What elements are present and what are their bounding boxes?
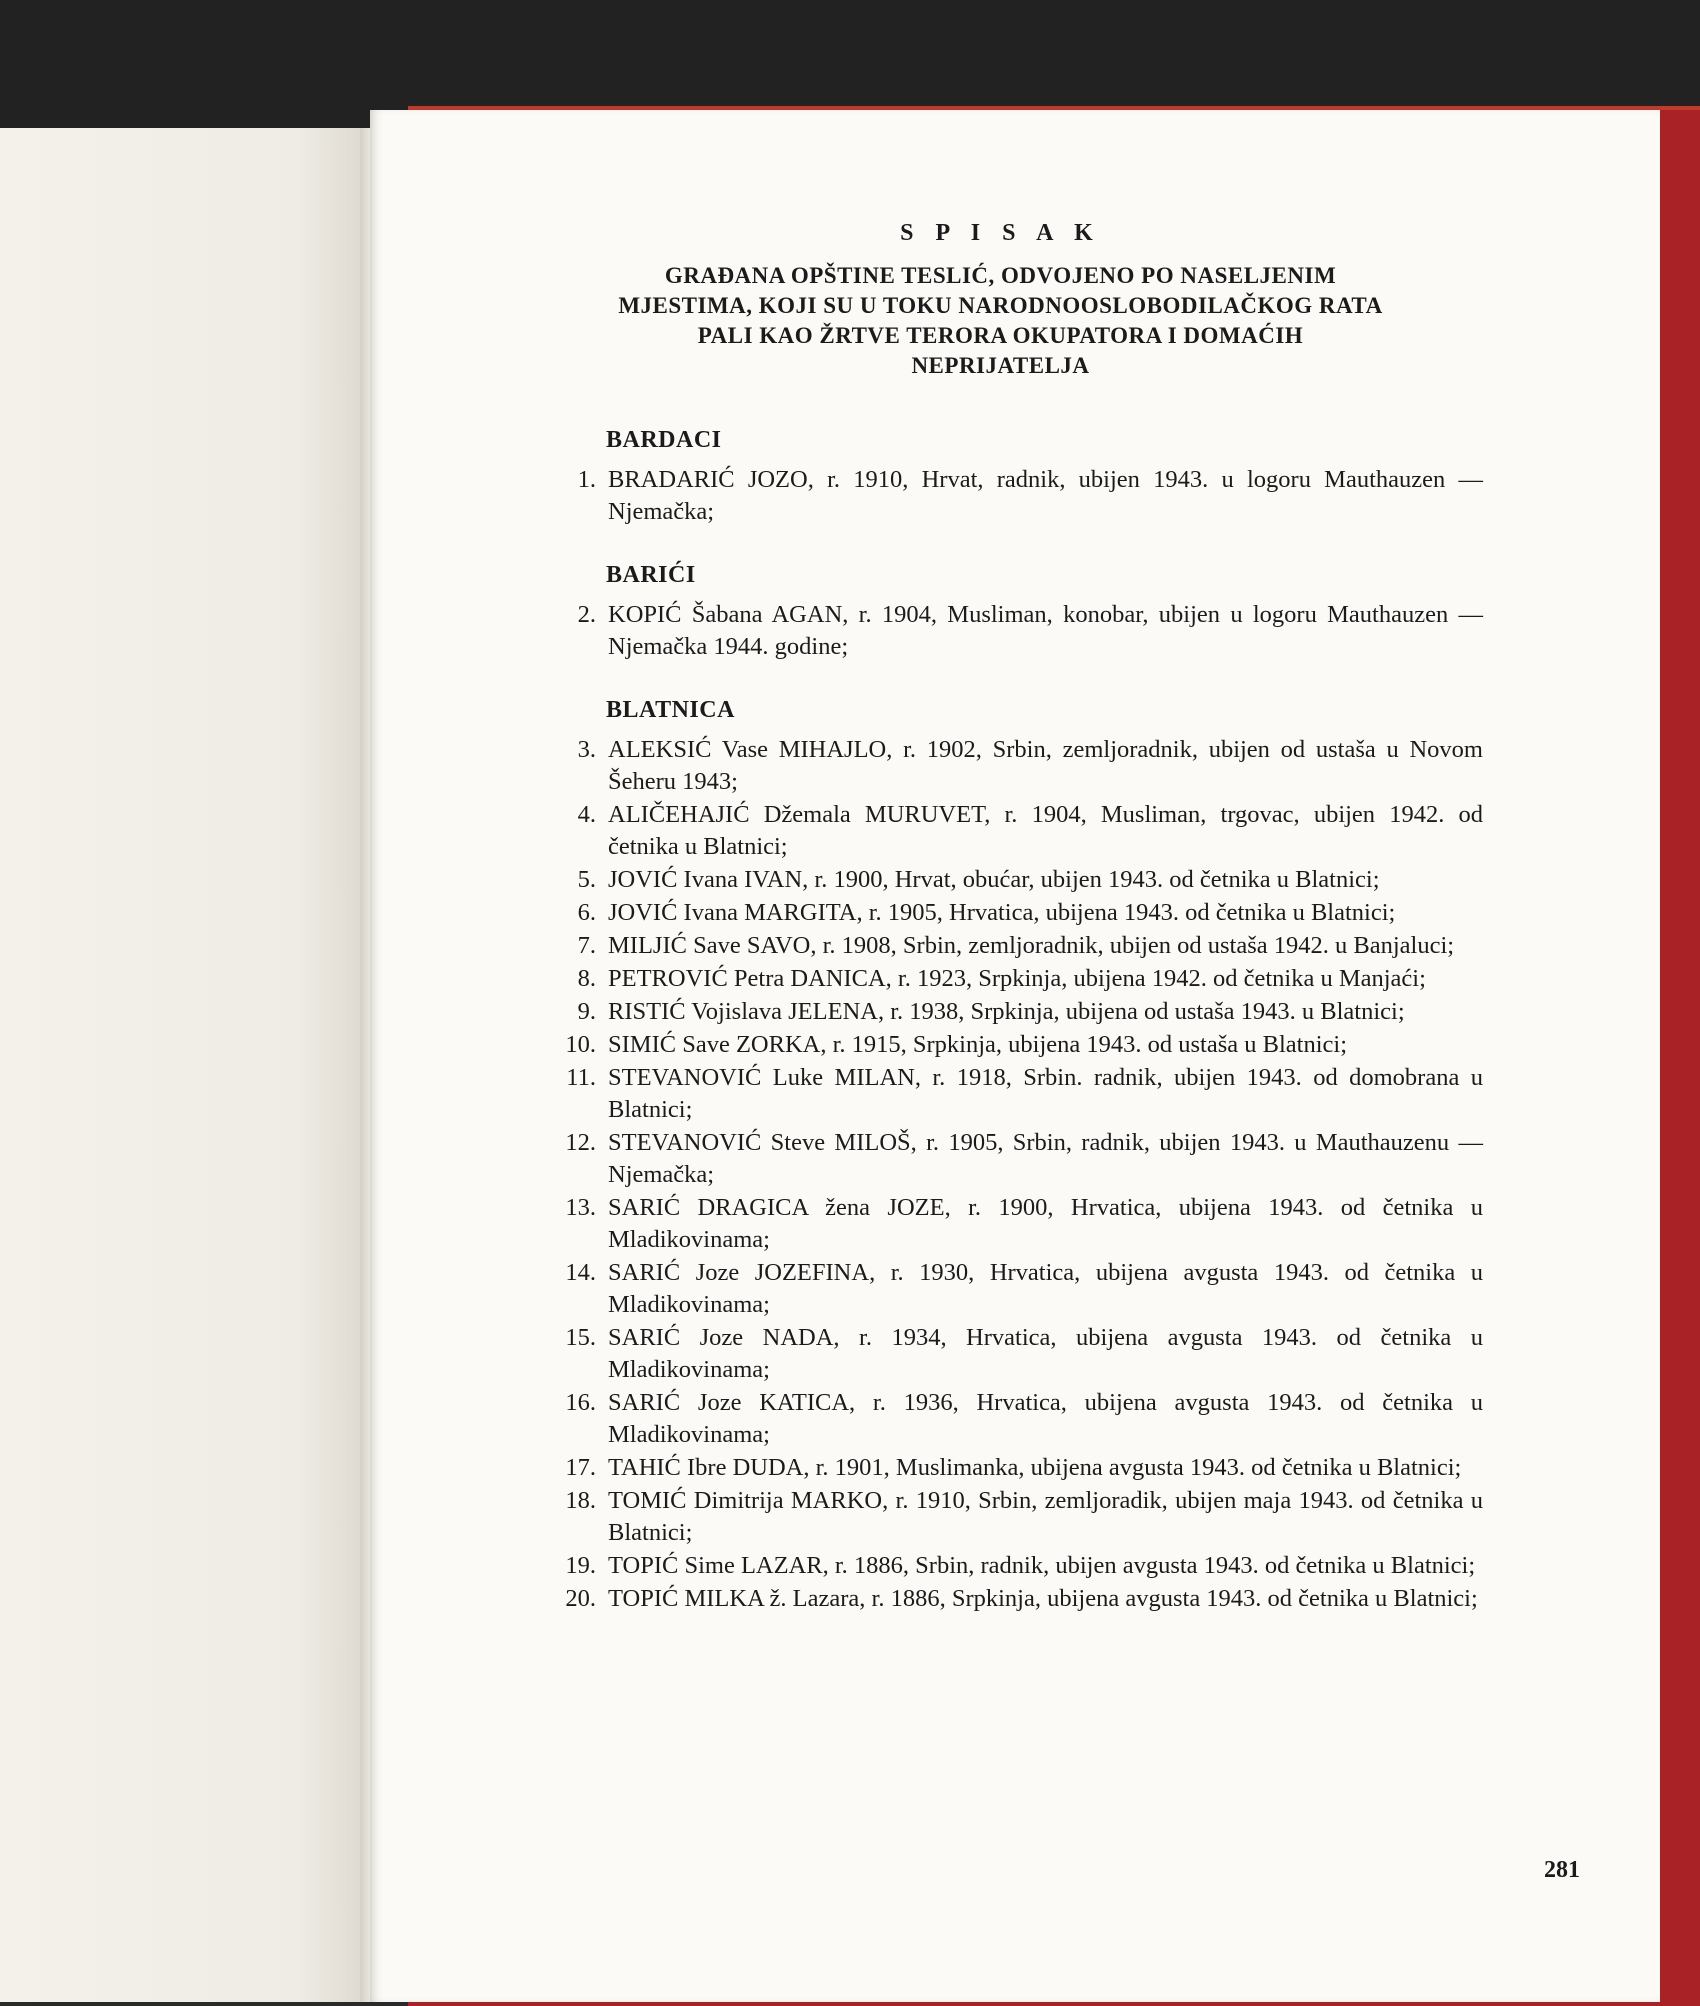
entry-number: 8. bbox=[577, 965, 596, 992]
list-item bbox=[518, 464, 1483, 528]
list-item bbox=[518, 1485, 1483, 1549]
list-item bbox=[518, 599, 1483, 663]
section-heading: BARDACI bbox=[606, 427, 722, 453]
entry-text: TOMIĆ Dimitrija MARKO, r. 1910, Srbin, zemljoradik, ubijen maja 1943. od četnika u Blatnici; bbox=[608, 1487, 1483, 1546]
entry-text: STEVANOVIĆ Steve MILOŠ, r. 1905, Srbin, radnik, ubijen 1943. u Mauthauzenu — Njemačka; bbox=[608, 1129, 1483, 1188]
headline-line: PALI KAO ŽRTVE TERORA OKUPATORA I DOMAĆIH bbox=[697, 323, 1304, 348]
entry-text: BRADARIĆ JOZO, r. 1910, Hrvat, radnik, ubijen 1943. u logoru Mauthauzen — Njemačka; bbox=[608, 466, 1483, 525]
entry-number: 11. bbox=[566, 1064, 596, 1091]
list-item bbox=[518, 1387, 1483, 1451]
entry-number: 18. bbox=[565, 1487, 596, 1514]
list-item bbox=[518, 799, 1483, 863]
list-item bbox=[518, 996, 1483, 1028]
page-number: 281 bbox=[1544, 1857, 1580, 1883]
sections-list bbox=[518, 427, 1483, 1615]
entry-number: 17. bbox=[565, 1454, 596, 1481]
entry-number: 19. bbox=[565, 1552, 596, 1579]
entry-number: 15. bbox=[565, 1324, 596, 1351]
entry-text: ALEKSIĆ Vase MIHAJLO, r. 1902, Srbin, zemljoradnik, ubijen od ustaša u Novom Šeheru 1943; bbox=[608, 736, 1483, 795]
list-item bbox=[518, 1452, 1483, 1484]
entry-text: SARIĆ DRAGICA žena JOZE, r. 1900, Hrvatica, ubijena 1943. od četnika u Mladikovinama; bbox=[608, 1194, 1483, 1253]
page-content bbox=[518, 220, 1483, 1616]
entry-text: SARIĆ Joze NADA, r. 1934, Hrvatica, ubijena avgusta 1943. od četnika u Mladikovinama; bbox=[608, 1324, 1483, 1383]
entry-number: 14. bbox=[565, 1259, 596, 1286]
list-item bbox=[518, 963, 1483, 995]
entry-number: 10. bbox=[565, 1031, 596, 1058]
entry-text: TOPIĆ MILKA ž. Lazara, r. 1886, Srpkinja, ubijena avgusta 1943. od četnika u Blatnici; bbox=[608, 1585, 1478, 1612]
entry-text: JOVIĆ Ivana MARGITA, r. 1905, Hrvatica, ubijena 1943. od četnika u Blatnici; bbox=[608, 899, 1396, 926]
list-item bbox=[518, 1583, 1483, 1615]
entry-number: 2. bbox=[577, 601, 596, 628]
list-item bbox=[518, 864, 1483, 896]
entry-text: STEVANOVIĆ Luke MILAN, r. 1918, Srbin. radnik, ubijen 1943. od domobrana u Blatnici; bbox=[608, 1064, 1483, 1123]
entry-number: 20. bbox=[565, 1585, 596, 1612]
entry-number: 7. bbox=[577, 932, 596, 959]
entry-text: PETROVIĆ Petra DANICA, r. 1923, Srpkinja, ubijena 1942. od četnika u Manjaći; bbox=[608, 965, 1426, 992]
entry-number: 13. bbox=[565, 1194, 596, 1221]
list-item bbox=[518, 1322, 1483, 1386]
document-title: S P I S A K bbox=[900, 220, 1101, 246]
list-item bbox=[518, 1192, 1483, 1256]
list-item bbox=[518, 1029, 1483, 1061]
entry-text: TOPIĆ Sime LAZAR, r. 1886, Srbin, radnik, ubijen avgusta 1943. od četnika u Blatnici; bbox=[608, 1552, 1476, 1579]
entry-number: 9. bbox=[577, 998, 596, 1025]
entry-text: KOPIĆ Šabana AGAN, r. 1904, Musliman, konobar, ubijen u logoru Mauthauzen — Njemačka 1944. godine; bbox=[608, 601, 1483, 660]
entry-text: SARIĆ Joze KATICA, r. 1936, Hrvatica, ubijena avgusta 1943. od četnika u Mladikovinama; bbox=[608, 1389, 1483, 1448]
document-headline bbox=[518, 261, 1483, 381]
section-heading: BARIĆI bbox=[606, 562, 696, 588]
list-item bbox=[518, 897, 1483, 929]
entry-number: 5. bbox=[577, 866, 596, 893]
list-item bbox=[518, 1257, 1483, 1321]
headline-line: MJESTIMA, KOJI SU U TOKU NARODNOOSLOBODILAČKOG RATA bbox=[618, 293, 1383, 318]
entry-text: JOVIĆ Ivana IVAN, r. 1900, Hrvat, obućar, ubijen 1943. od četnika u Blatnici; bbox=[608, 866, 1380, 893]
left-page bbox=[0, 128, 372, 2002]
entry-text: RISTIĆ Vojislava JELENA, r. 1938, Srpkinja, ubijena od ustaša 1943. u Blatnici; bbox=[608, 998, 1405, 1025]
headline-line: NEPRIJATELJA bbox=[911, 353, 1090, 378]
entry-number: 1. bbox=[577, 466, 596, 493]
entry-text: ALIČEHAJIĆ Džemala MURUVET, r. 1904, Musliman, trgovac, ubijen 1942. od četnika u Blatnici; bbox=[608, 801, 1483, 860]
headline-line: GRAĐANA OPŠTINE TESLIĆ, ODVOJENO PO NASELJENIM bbox=[664, 263, 1337, 288]
entry-text: SIMIĆ Save ZORKA, r. 1915, Srpkinja, ubijena 1943. od ustaša u Blatnici; bbox=[608, 1031, 1348, 1058]
section-heading: BLATNICA bbox=[606, 697, 735, 723]
entry-text: MILJIĆ Save SAVO, r. 1908, Srbin, zemljoradnik, ubijen od ustaša 1942. u Banjaluci; bbox=[608, 932, 1455, 959]
entry-number: 16. bbox=[565, 1389, 596, 1416]
list-item bbox=[518, 734, 1483, 798]
entry-text: SARIĆ Joze JOZEFINA, r. 1930, Hrvatica, ubijena avgusta 1943. od četnika u Mladikovinama; bbox=[608, 1259, 1483, 1318]
entry-text: TAHIĆ Ibre DUDA, r. 1901, Muslimanka, ubijena avgusta 1943. od četnika u Blatnici; bbox=[608, 1454, 1462, 1481]
entry-number: 3. bbox=[577, 736, 596, 763]
list-item bbox=[518, 1127, 1483, 1191]
entry-number: 6. bbox=[577, 899, 596, 926]
entry-number: 12. bbox=[565, 1129, 596, 1156]
list-item bbox=[518, 930, 1483, 962]
list-item bbox=[518, 1062, 1483, 1126]
right-page bbox=[370, 110, 1660, 2002]
entry-number: 4. bbox=[577, 801, 596, 828]
list-item bbox=[518, 1550, 1483, 1582]
